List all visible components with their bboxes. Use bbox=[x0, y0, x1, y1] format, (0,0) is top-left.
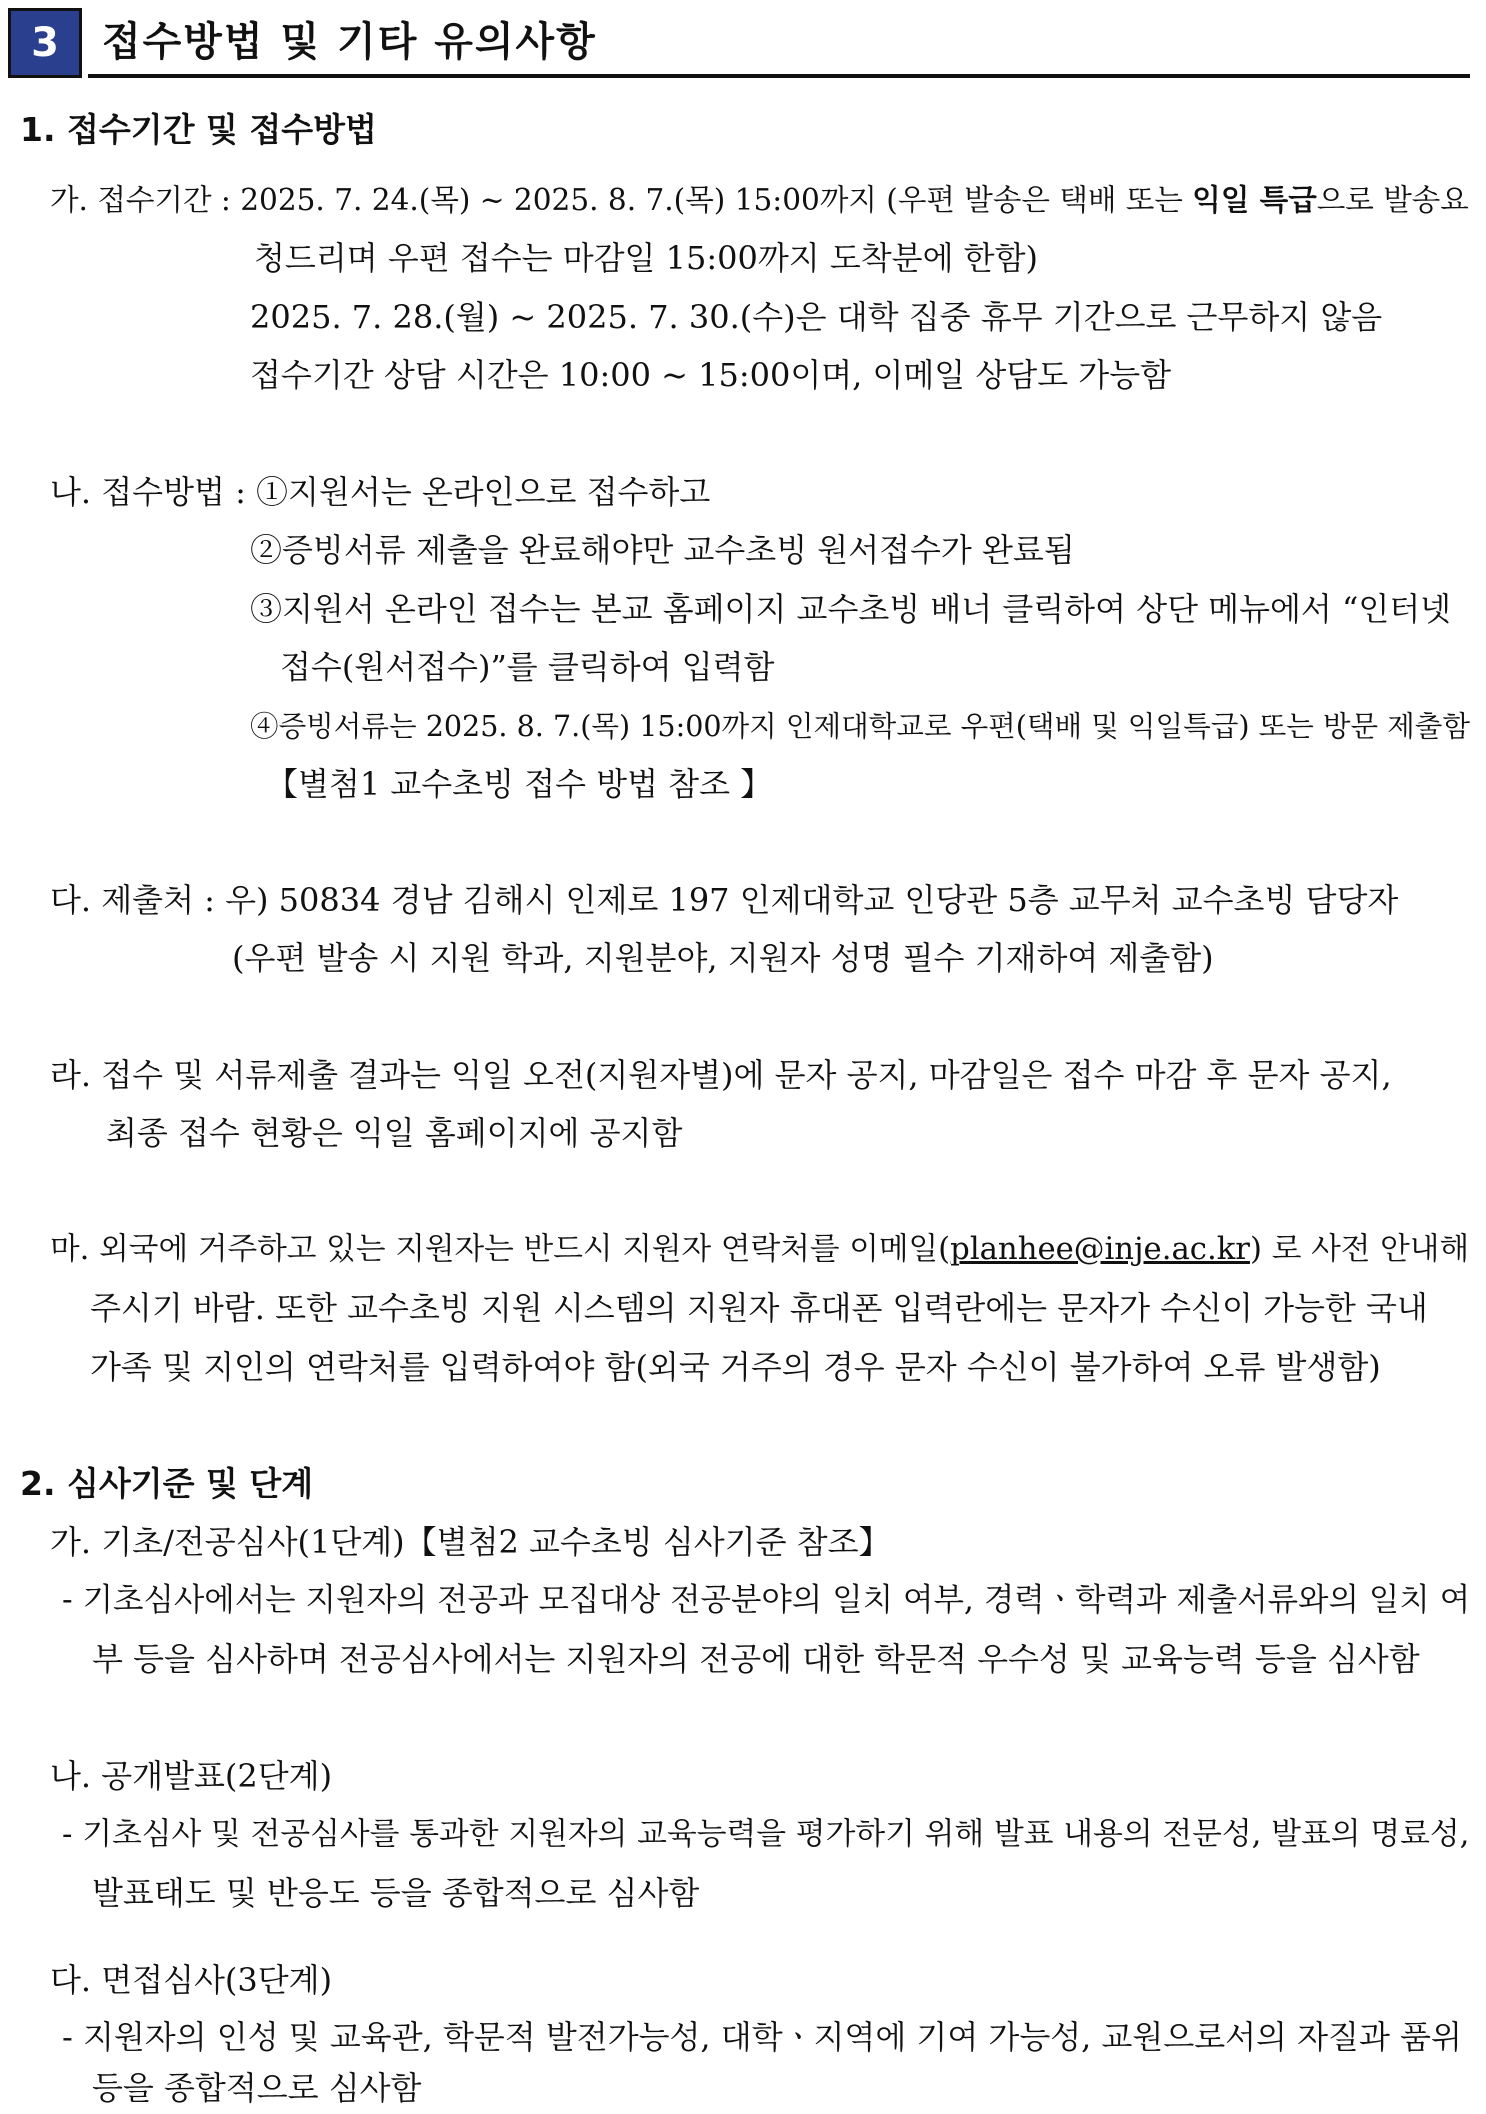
s2-na-line-2: 발표태도 및 반응도 등을 종합적으로 심사함 bbox=[92, 1874, 700, 1912]
ma-line-1-tail: ) 로 사전 안내해 bbox=[1249, 1232, 1470, 1267]
na-line-5: ④증빙서류는 2025. 8. 7.(목) 15:00까지 인제대학교로 우편(택배 및 익일특급) 또는 방문 제출함 bbox=[250, 709, 1470, 743]
s2-da-line-1: - 지원자의 인성 및 교육관, 학문적 발전가능성, 대학ㆍ지역에 기여 가능성, 교원으로서의 자질과 품위 bbox=[62, 2018, 1462, 2056]
na-line-1: 나. 접수방법 : ①지원서는 온라인으로 접수하고 bbox=[50, 473, 711, 511]
ma-line-3: 가족 및 지인의 연락처를 입력하여야 함(외국 거주의 경우 문자 수신이 불가하여 오류 발생함) bbox=[90, 1348, 1381, 1386]
na-line-4: 접수(원서접수)”를 클릭하여 입력함 bbox=[280, 648, 775, 686]
ma-line-2: 주시기 바람. 또한 교수초빙 지원 시스템의 지원자 휴대폰 입력란에는 문자가 수신이 가능한 국내 bbox=[90, 1289, 1428, 1327]
ga-line-2: 청드리며 우편 접수는 마감일 15:00까지 도착분에 한함) bbox=[254, 239, 1038, 277]
s2-ga-title: 가. 기초/전공심사(1단계)【별첨2 교수초빙 심사기준 참조】 bbox=[50, 1523, 891, 1561]
ga-line-1-bold: 익일 특급 bbox=[1192, 183, 1317, 217]
heading-2: 2. 심사기준 및 단계 bbox=[20, 1464, 314, 1503]
ga-line-1-tail: 으로 발송요 bbox=[1316, 183, 1469, 217]
section-number-badge: 3 bbox=[8, 8, 82, 78]
s2-da-title: 다. 면접심사(3단계) bbox=[50, 1961, 333, 1999]
s2-na-title: 나. 공개발표(2단계) bbox=[50, 1757, 333, 1795]
ra-line-1: 라. 접수 및 서류제출 결과는 익일 오전(지원자별)에 문자 공지, 마감일은 접수 마감 후 문자 공지, bbox=[50, 1056, 1392, 1094]
s2-da-line-2: 등을 종합적으로 심사함 bbox=[92, 2069, 422, 2107]
ga-line-4: 접수기간 상담 시간은 10:00 ~ 15:00이며, 이메일 상담도 가능함 bbox=[250, 356, 1172, 394]
section-header bbox=[8, 8, 1470, 78]
heading-1: 1. 접수기간 및 접수방법 bbox=[20, 110, 377, 149]
da-line-1: 다. 제출처 : 우) 50834 경남 김해시 인제로 197 인제대학교 인당관 5층 교무처 교수초빙 담당자 bbox=[50, 881, 1399, 919]
ga-line-1 bbox=[50, 180, 1469, 220]
s2-na-line-1: - 기초심사 및 전공심사를 통과한 지원자의 교육능력을 평가하기 위해 발표 내용의 전문성, 발표의 명료성, bbox=[62, 1816, 1470, 1852]
na-line-6: 【별첨1 교수초빙 접수 방법 참조 】 bbox=[266, 765, 773, 803]
ra-line-2: 최종 접수 현황은 익일 홈페이지에 공지함 bbox=[106, 1114, 683, 1152]
ga-line-1-text: 가. 접수기간 : 2025. 7. 24.(목) ~ 2025. 8. 7.(목) 15:00까지 (우편 발송은 택배 또는 bbox=[50, 183, 1193, 217]
section-divider bbox=[88, 74, 1470, 78]
na-line-3: ③지원서 온라인 접수는 본교 홈페이지 교수초빙 배너 클릭하여 상단 메뉴에서 “인터넷 bbox=[250, 590, 1452, 628]
na-line-2: ②증빙서류 제출을 완료해야만 교수초빙 원서접수가 완료됨 bbox=[250, 531, 1075, 569]
ga-line-3: 2025. 7. 28.(월) ~ 2025. 7. 30.(수)은 대학 집중 휴무 기간으로 근무하지 않음 bbox=[250, 298, 1383, 336]
s2-ga-line-1: - 기초심사에서는 지원자의 전공과 모집대상 전공분야의 일치 여부, 경력ㆍ학력과 제출서류와의 일치 여 bbox=[62, 1582, 1471, 1618]
section-title: 접수방법 및 기타 유의사항 bbox=[102, 19, 597, 65]
ma-line-1 bbox=[50, 1230, 1469, 1270]
contact-email-link[interactable]: planhee@inje.ac.kr bbox=[950, 1232, 1250, 1267]
ma-line-1-text: 마. 외국에 거주하고 있는 지원자는 반드시 지원자 연락처를 이메일( bbox=[50, 1232, 951, 1267]
s2-ga-line-2: 부 등을 심사하며 전공심사에서는 지원자의 전공에 대한 학문적 우수성 및 교육능력 등을 심사함 bbox=[92, 1640, 1420, 1678]
da-line-2: (우편 발송 시 지원 학과, 지원분야, 지원자 성명 필수 기재하여 제출함) bbox=[232, 939, 1214, 977]
